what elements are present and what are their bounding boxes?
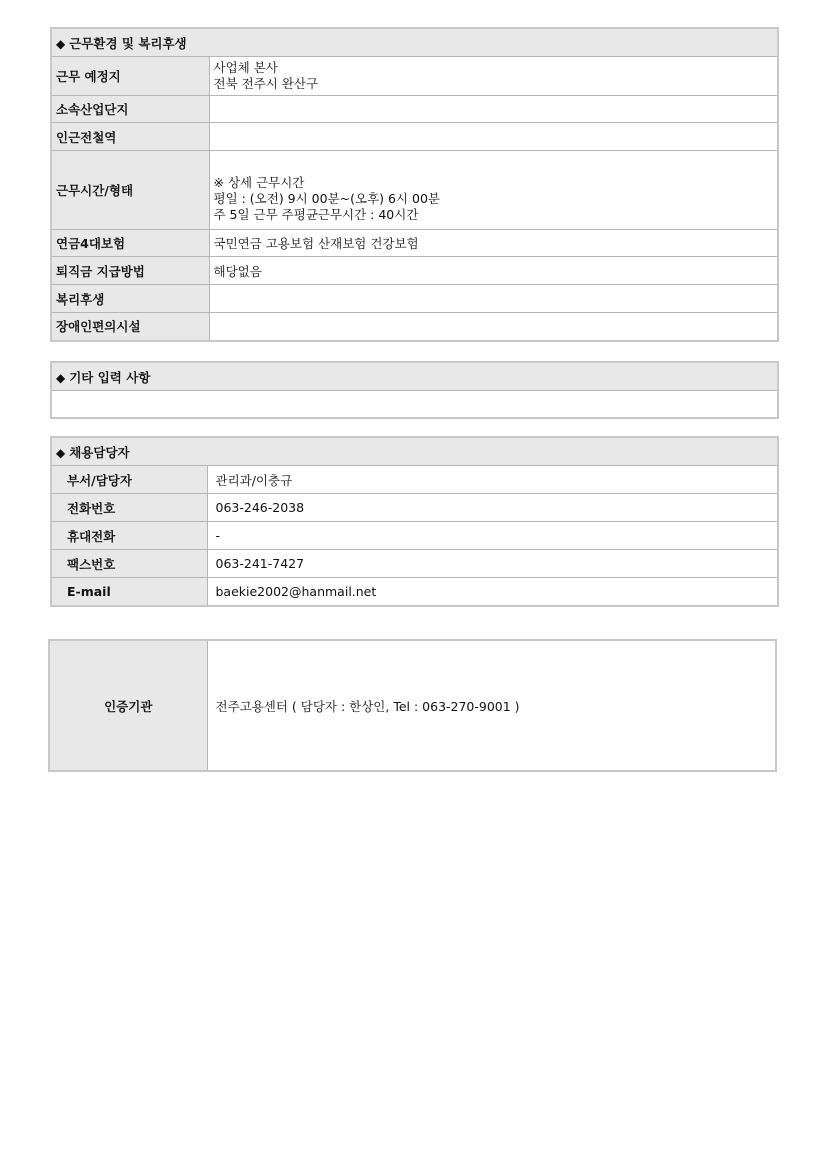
value-email: baekie2002@hanmail.net <box>207 578 778 606</box>
certification-table <box>48 639 777 772</box>
value-fax: 063-241-7427 <box>207 550 778 578</box>
recruiter-table <box>50 436 779 607</box>
section-header-work-environment <box>51 28 778 57</box>
work-hours-line-3: 주 5일 근무 주평균근무시간 : 40시간 <box>213 207 419 222</box>
value-certification: 전주고용센터 ( 담당자 : 한상인, Tel : 063-270-9001 ) <box>207 640 776 771</box>
value-phone: 063-246-2038 <box>207 494 778 522</box>
work-location-line-1: 사업체 본사 <box>213 60 278 75</box>
label-work-hours: 근무시간/형태 <box>51 151 209 230</box>
other-info-table <box>50 361 779 419</box>
label-email: E-mail <box>51 578 207 606</box>
section-title: 채용담당자 <box>69 444 130 460</box>
label-work-location: 근무 예정지 <box>51 57 209 96</box>
label-severance: 퇴직금 지급방법 <box>51 257 209 285</box>
value-accessibility <box>209 313 778 341</box>
value-insurance: 국민연금 고용보험 산재보험 건강보험 <box>209 230 778 257</box>
label-welfare: 복리후생 <box>51 285 209 313</box>
work-hours-line-1: ※ 상세 근무시간 <box>213 175 305 190</box>
label-fax: 팩스번호 <box>51 550 207 578</box>
diamond-icon: ◆ <box>56 370 66 385</box>
label-nearby-station: 인근전철역 <box>51 123 209 151</box>
label-department: 부서/담당자 <box>51 466 207 494</box>
work-hours-line-2: 평일 : (오전) 9시 00분~(오후) 6시 00분 <box>213 191 440 206</box>
work-environment-table <box>50 27 779 342</box>
value-nearby-station <box>209 123 778 151</box>
label-phone: 전화번호 <box>51 494 207 522</box>
diamond-icon: ◆ <box>56 36 66 51</box>
other-info-content <box>51 391 778 418</box>
diamond-icon: ◆ <box>56 445 66 460</box>
value-welfare <box>209 285 778 313</box>
value-mobile: - <box>207 522 778 550</box>
value-work-location <box>209 57 778 96</box>
value-industrial-complex <box>209 96 778 123</box>
work-location-line-2: 전북 전주시 완산구 <box>213 76 319 91</box>
section-title: 기타 입력 사항 <box>69 369 151 385</box>
label-industrial-complex: 소속산업단지 <box>51 96 209 123</box>
value-department: 관리과/이충규 <box>207 466 778 494</box>
label-mobile: 휴대전화 <box>51 522 207 550</box>
section-header-other <box>51 362 778 391</box>
section-header-recruiter <box>51 437 778 466</box>
label-certification: 인증기관 <box>49 640 207 771</box>
section-title: 근무환경 및 복리후생 <box>69 35 187 51</box>
label-accessibility: 장애인편의시설 <box>51 313 209 341</box>
value-work-hours <box>209 151 778 230</box>
label-insurance: 연금4대보험 <box>51 230 209 257</box>
value-severance: 해당없음 <box>209 257 778 285</box>
